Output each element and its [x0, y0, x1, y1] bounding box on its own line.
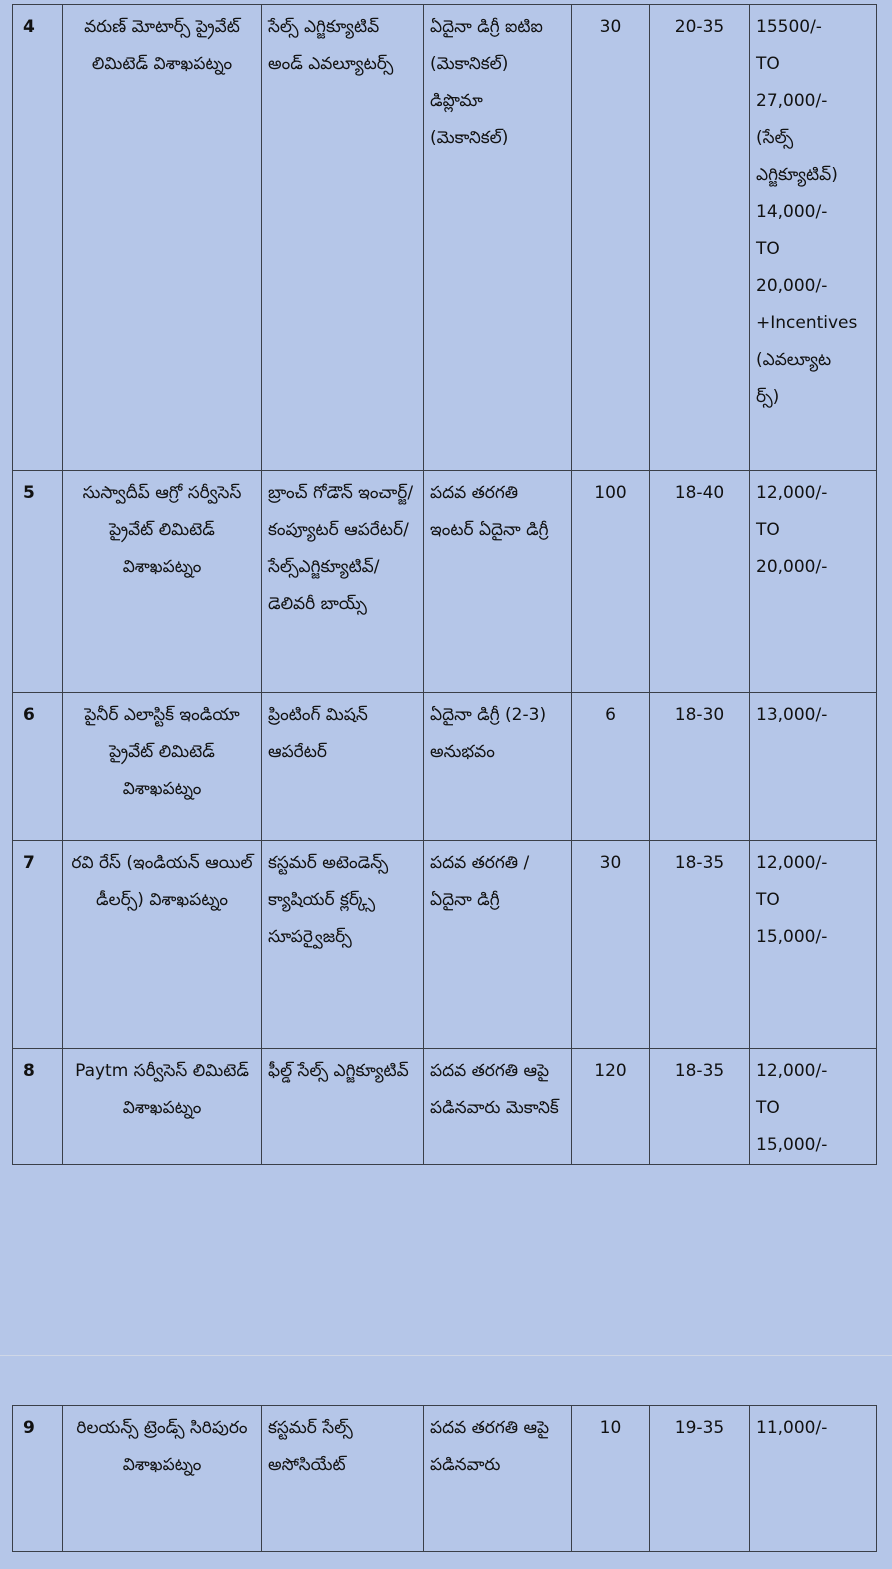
serial-number-cell: 5 [13, 471, 63, 693]
qualification-cell: పదవ తరగతి ఇంటర్ ఏదైనా డిగ్రీ [424, 471, 572, 693]
table-row [13, 841, 877, 1049]
serial-number-cell: 7 [13, 841, 63, 1049]
age-cell: 18-40 [650, 471, 750, 693]
age-cell: 18-35 [650, 841, 750, 1049]
table-row [13, 5, 877, 471]
serial-number-cell: 8 [13, 1049, 63, 1165]
age-cell: 18-35 [650, 1049, 750, 1165]
company-cell: పైనీర్ ఎలాస్టిక్ ఇండియా ప్రైవేట్ లిమిటెడ్ విశాఖపట్నం [63, 693, 262, 841]
company-cell: వరుణ్ మోటార్స్ ప్రైవేట్ లిమిటెడ్ విశాఖపట్నం [63, 5, 262, 471]
age-cell: 18-30 [650, 693, 750, 841]
company-cell: రవి రేస్ (ఇండియన్ ఆయిల్ డీలర్స్) విశాఖపట్నం [63, 841, 262, 1049]
serial-number-cell: 9 [13, 1406, 63, 1552]
vacancies-cell: 30 [572, 841, 650, 1049]
table-row [13, 471, 877, 693]
qualification-cell: పదవ తరగతి ఆపై పడినవారు [424, 1406, 572, 1552]
salary-cell: 13,000/- [750, 693, 877, 841]
qualification-cell: పదవ తరగతి ఆపై పడినవారు మెకానిక్ [424, 1049, 572, 1165]
vacancies-cell: 6 [572, 693, 650, 841]
post-cell: బ్రాంచ్ గోడౌన్ ఇంచార్జ్/ కంప్యూటర్ ఆపరేటర్/ సేల్స్ఎగ్జిక్యూటివ్/ డెలివరీ బాయ్స్ [262, 471, 424, 693]
qualification-cell: ఏదైనా డిగ్రీ (2-3) అనుభవం [424, 693, 572, 841]
table-row [13, 693, 877, 841]
salary-cell: 12,000/- TO 15,000/- [750, 1049, 877, 1165]
post-cell: ఫీల్డ్ సేల్స్ ఎగ్జిక్యూటివ్ [262, 1049, 424, 1165]
post-cell: సేల్స్ ఎగ్జిక్యూటివ్ అండ్ ఎవల్యూటర్స్ [262, 5, 424, 471]
age-cell: 20-35 [650, 5, 750, 471]
vacancies-cell: 30 [572, 5, 650, 471]
table-row [13, 1406, 877, 1552]
post-cell: ప్రింటింగ్ మిషన్ ఆపరేటర్ [262, 693, 424, 841]
jobs-table [12, 4, 877, 1165]
company-cell: Paytm సర్వీసెస్ లిమిటెడ్ విశాఖపట్నం [63, 1049, 262, 1165]
serial-number-cell: 6 [13, 693, 63, 841]
salary-cell: 11,000/- [750, 1406, 877, 1552]
vacancies-cell: 120 [572, 1049, 650, 1165]
qualification-cell: ఏదైనా డిగ్రీ ఐటిఐ (మెకానికల్) డిప్లొమా (మెకానికల్) [424, 5, 572, 471]
table-row [13, 1049, 877, 1165]
company-cell: సుస్వాదీప్ ఆగ్రో సర్వీసెస్ ప్రైవేట్ లిమిటెడ్ విశాఖపట్నం [63, 471, 262, 693]
jobs-table-continued [12, 1405, 877, 1552]
vacancies-cell: 10 [572, 1406, 650, 1552]
age-cell: 19-35 [650, 1406, 750, 1552]
serial-number-cell: 4 [13, 5, 63, 471]
salary-cell: 12,000/- TO 15,000/- [750, 841, 877, 1049]
post-cell: కస్టమర్ సేల్స్ అసోసియేట్ [262, 1406, 424, 1552]
page-divider [0, 1355, 892, 1356]
qualification-cell: పదవ తరగతి / ఏదైనా డిగ్రీ [424, 841, 572, 1049]
company-cell: రిలయన్స్ ట్రెండ్స్ సిరిపురం విశాఖపట్నం [63, 1406, 262, 1552]
post-cell: కస్టమర్ అటెండెన్స్ క్యాషియర్ క్లర్క్స్ సూపర్వైజర్స్ [262, 841, 424, 1049]
salary-cell: 15500/- TO 27,000/- (సేల్స్ ఎగ్జిక్యూటివ్) 14,000/- TO 20,000/- +Incentives (ఎవల్యూట ర్స్) [750, 5, 877, 471]
salary-cell: 12,000/- TO 20,000/- [750, 471, 877, 693]
vacancies-cell: 100 [572, 471, 650, 693]
